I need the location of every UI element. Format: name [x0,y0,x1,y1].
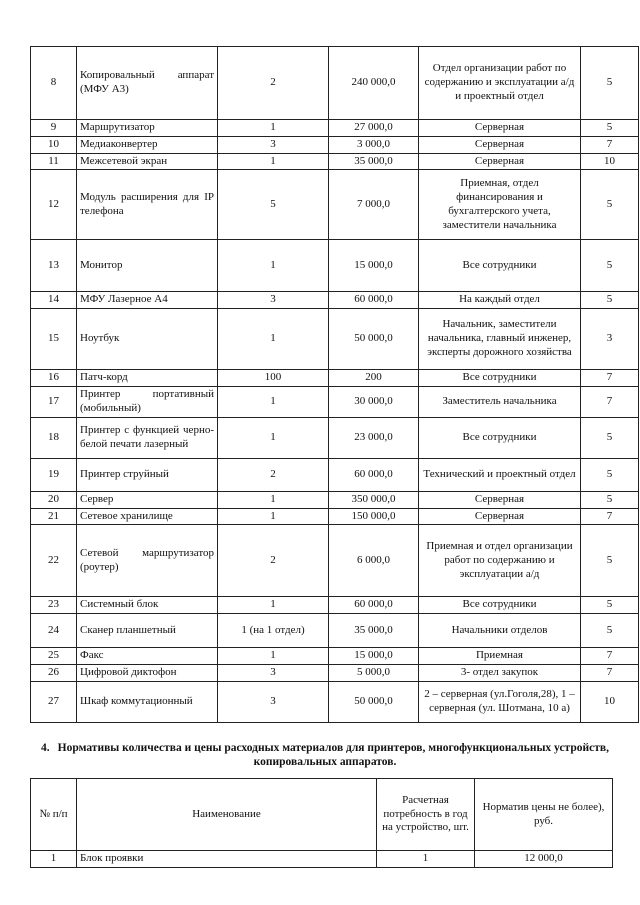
table-header-row [31,779,613,851]
item-price: 60 000,0 [329,292,419,309]
table-row [31,120,639,137]
item-quantity: 2 [218,525,329,597]
consumables-norms-table [30,778,613,868]
item-department: Серверная [419,153,581,170]
row-number: 19 [31,458,77,491]
item-price: 23 000,0 [329,417,419,458]
item-name: Монитор [77,240,218,292]
item-price: 35 000,0 [329,614,419,648]
item-name: Принтер портативный (мобильный) [77,386,218,417]
row-number: 8 [31,47,77,120]
row-number: 26 [31,664,77,681]
table-row [31,47,639,120]
item-quantity: 1 [218,597,329,614]
item-price: 3 000,0 [329,136,419,153]
item-price: 5 000,0 [329,664,419,681]
item-quantity: 1 [218,120,329,137]
consumables-norms-body [31,851,613,868]
row-number: 22 [31,525,77,597]
table-row [31,664,639,681]
item-department: Отдел организации работ по содержанию и эксплуатации а/д и проектный отдел [419,47,581,120]
table-row [31,136,639,153]
item-name: Медиаконвертер [77,136,218,153]
item-price: 60 000,0 [329,597,419,614]
row-number: 17 [31,386,77,417]
item-price: 200 [329,370,419,387]
item-department: Приемная [419,648,581,665]
item-price: 240 000,0 [329,47,419,120]
table-row [31,491,639,508]
item-service-term: 10 [581,681,639,722]
table-row [31,851,613,868]
item-price: 50 000,0 [329,681,419,722]
table-row [31,508,639,525]
item-department: 2 – серверная (ул.Гоголя,28), 1 – серверная (ул. Шотмана, 10 а) [419,681,581,722]
row-number: 25 [31,648,77,665]
item-service-term: 3 [581,309,639,370]
item-name: Копировальный аппарат (МФУ А3) [77,47,218,120]
item-service-term: 10 [581,153,639,170]
table-row [31,648,639,665]
item-department: Серверная [419,491,581,508]
item-department: Заместитель начальника [419,386,581,417]
row-number: 21 [31,508,77,525]
table-row [31,597,639,614]
item-department: Все сотрудники [419,417,581,458]
table-row [31,309,639,370]
row-number: 23 [31,597,77,614]
item-service-term: 5 [581,292,639,309]
equipment-norms-table [30,46,639,723]
equipment-norms-body [31,47,639,723]
item-name: Сетевое хранилище [77,508,218,525]
item-price: 35 000,0 [329,153,419,170]
item-service-term: 5 [581,120,639,137]
item-service-term: 7 [581,136,639,153]
item-department: Начальник, заместители начальника, главный инженер, эксперты дорожного хозяйства [419,309,581,370]
item-service-term: 5 [581,597,639,614]
table-row [31,240,639,292]
row-number: 1 [31,851,77,868]
item-department: Все сотрудники [419,370,581,387]
section-4-heading [40,741,610,770]
item-service-term: 5 [581,417,639,458]
item-price: 350 000,0 [329,491,419,508]
item-quantity: 1 [218,309,329,370]
item-department: 3- отдел закупок [419,664,581,681]
row-number: 11 [31,153,77,170]
header-name: Наименование [77,779,377,851]
row-number: 9 [31,120,77,137]
item-department: Приемная, отдел финансирования и бухгалтерского учета, заместители начальника [419,170,581,240]
item-name: Системный блок [77,597,218,614]
row-number: 15 [31,309,77,370]
row-number: 24 [31,614,77,648]
item-department: Начальники отделов [419,614,581,648]
item-quantity: 1 [218,417,329,458]
item-service-term: 5 [581,170,639,240]
item-service-term: 5 [581,240,639,292]
item-quantity: 3 [218,136,329,153]
row-number: 13 [31,240,77,292]
item-price: 50 000,0 [329,309,419,370]
item-price: 60 000,0 [329,458,419,491]
item-name: Межсетевой экран [77,153,218,170]
item-service-term: 5 [581,458,639,491]
item-service-term: 7 [581,370,639,387]
table-row [31,614,639,648]
item-quantity: 100 [218,370,329,387]
item-name: Блок проявки [77,851,377,868]
table-row [31,153,639,170]
item-department: Серверная [419,508,581,525]
item-service-term: 7 [581,648,639,665]
item-name: Патч-корд [77,370,218,387]
item-name: Шкаф коммутационный [77,681,218,722]
item-name: Ноутбук [77,309,218,370]
item-department: На каждый отдел [419,292,581,309]
table-row [31,386,639,417]
header-number: № п/п [31,779,77,851]
item-name: Сканер планшетный [77,614,218,648]
item-name: Принтер струйный [77,458,218,491]
item-service-term: 7 [581,386,639,417]
item-service-term: 5 [581,47,639,120]
row-number: 18 [31,417,77,458]
table-row [31,525,639,597]
item-quantity: 5 [218,170,329,240]
table-row [31,292,639,309]
item-quantity: 2 [218,47,329,120]
item-name: Цифровой диктофон [77,664,218,681]
item-name: Маршрутизатор [77,120,218,137]
item-quantity: 1 (на 1 отдел) [218,614,329,648]
item-name: Сетевой маршрутизатор (роутер) [77,525,218,597]
item-price: 15 000,0 [329,648,419,665]
table-row [31,370,639,387]
item-department: Все сотрудники [419,240,581,292]
item-quantity: 1 [218,491,329,508]
item-price: 7 000,0 [329,170,419,240]
row-number: 27 [31,681,77,722]
item-quantity: 1 [218,240,329,292]
item-name: МФУ Лазерное А4 [77,292,218,309]
item-department: Приемная и отдел организации работ по содержанию и эксплуатации а/д [419,525,581,597]
row-number: 14 [31,292,77,309]
table-row [31,681,639,722]
item-service-term: 5 [581,614,639,648]
item-service-term: 5 [581,491,639,508]
table-row [31,170,639,240]
item-service-term: 7 [581,508,639,525]
item-quantity: 1 [218,153,329,170]
item-quantity: 3 [218,292,329,309]
item-quantity: 3 [218,681,329,722]
item-department: Серверная [419,120,581,137]
item-price: 150 000,0 [329,508,419,525]
row-number: 16 [31,370,77,387]
section-number: 4. [41,742,50,754]
section-title: Нормативы количества и цены расходных материалов для принтеров, многофункциональных устройств, копировальных аппаратов. [57,742,609,769]
item-price: 27 000,0 [329,120,419,137]
item-service-term: 7 [581,664,639,681]
item-name: Факс [77,648,218,665]
item-quantity: 2 [218,458,329,491]
item-department: Все сотрудники [419,597,581,614]
item-name: Модуль расширения для IP телефона [77,170,218,240]
item-annual-need: 1 [377,851,475,868]
row-number: 12 [31,170,77,240]
item-service-term: 5 [581,525,639,597]
item-department: Серверная [419,136,581,153]
item-price: 6 000,0 [329,525,419,597]
item-quantity: 1 [218,386,329,417]
item-name: Сервер [77,491,218,508]
item-name: Принтер с функцией черно-белой печати лазерный [77,417,218,458]
row-number: 20 [31,491,77,508]
item-department: Технический и проектный отдел [419,458,581,491]
header-annual-need: Расчетная потребность в год на устройство, шт. [377,779,475,851]
item-quantity: 1 [218,648,329,665]
item-price: 15 000,0 [329,240,419,292]
table-row [31,417,639,458]
table-row [31,458,639,491]
row-number: 10 [31,136,77,153]
item-quantity: 3 [218,664,329,681]
item-quantity: 1 [218,508,329,525]
header-price-norm: Норматив цены не более), руб. [475,779,613,851]
item-price: 30 000,0 [329,386,419,417]
item-price: 12 000,0 [475,851,613,868]
